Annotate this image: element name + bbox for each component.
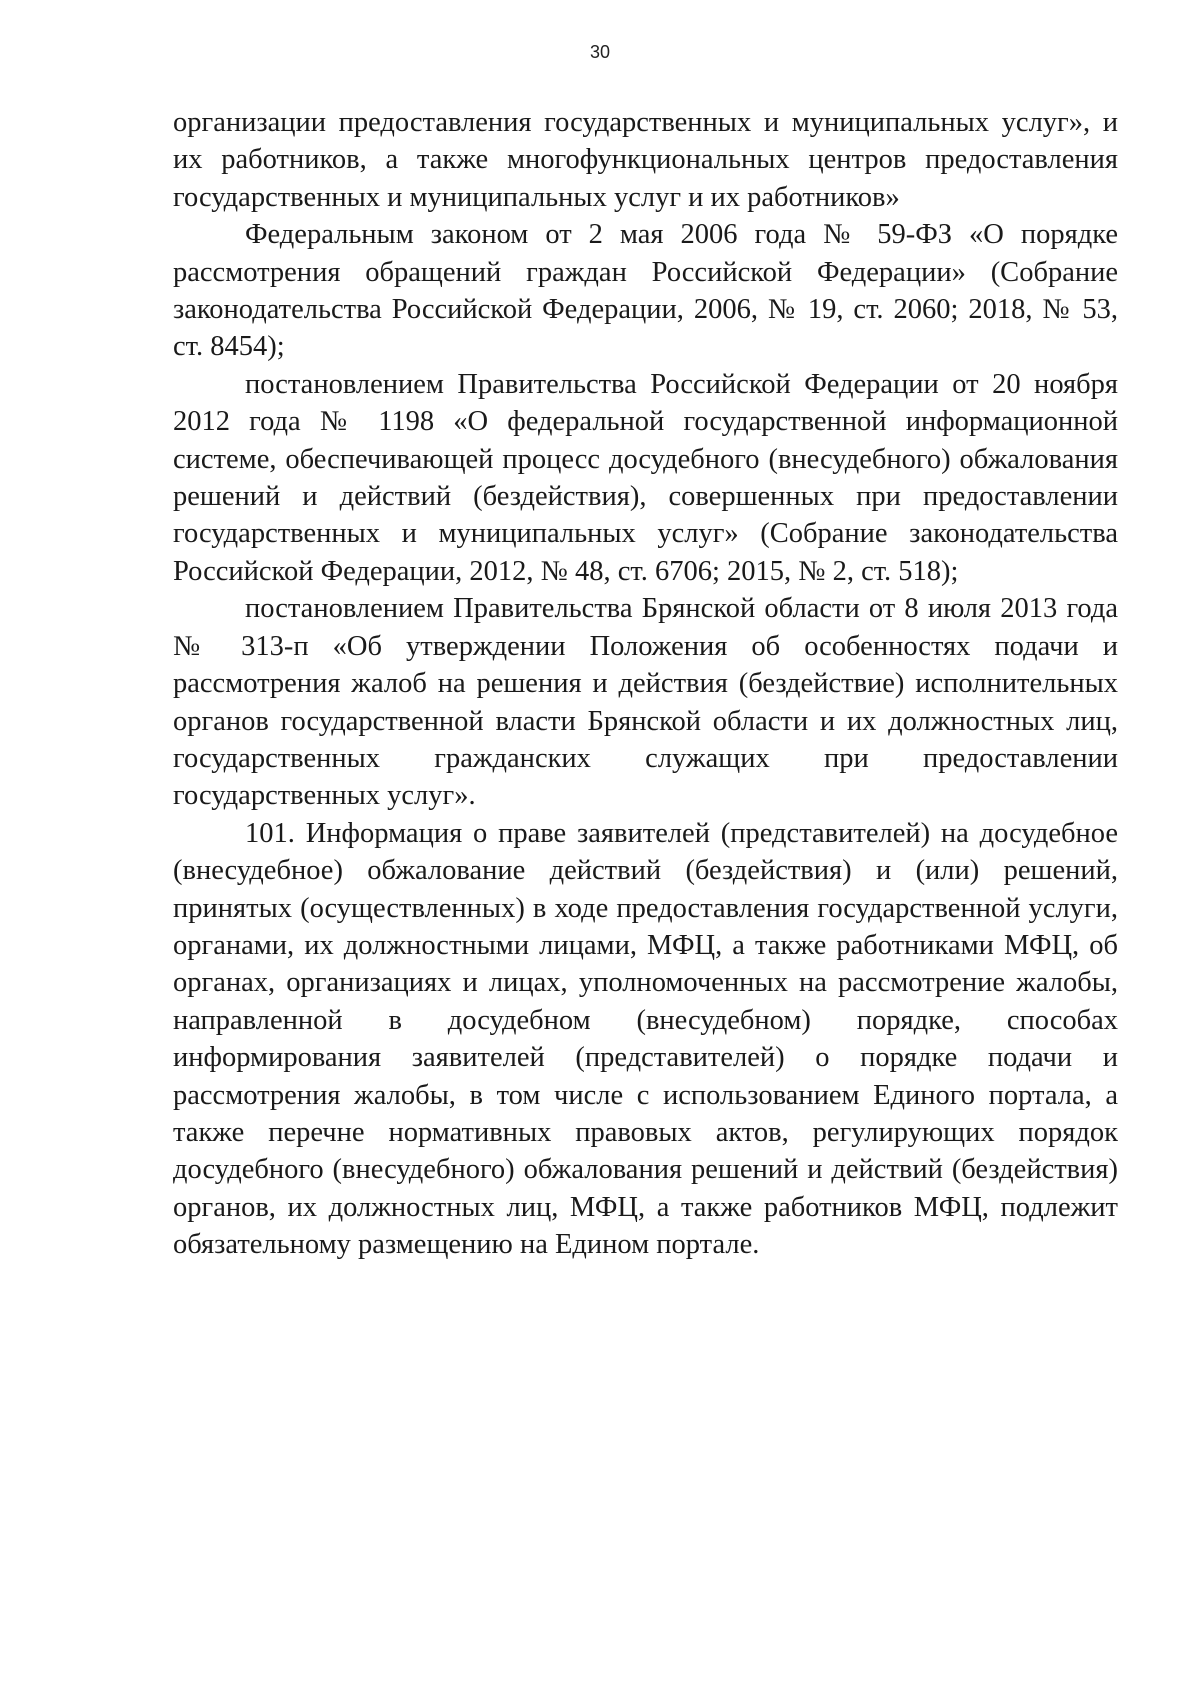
paragraph-item-101: 101. Информация о праве заявителей (представителей) на досудебное (внесудебное) обжалование действий (бездействия) и (или) решений, принятых (осуществленных) в ходе предоставления государственной услуги, органами, их должностными лицами, МФЦ, а также работниками МФЦ, об органах, организациях и лицах, уполномоченных на рассмотрение жалобы, направленной в досудебном (внесудебном) порядке, способах информирования заявителей (представителей) о порядке подачи и рассмотрения жалобы, в том числе с использованием Единого портала, а также перечне нормативных правовых актов, регулирующих порядок досудебного (внесудебного) обжалования решений и действий (бездействия) органов, их должностных лиц, МФЦ, а также работников МФЦ, подлежит обязательному размещению на Едином портале. — [173, 817, 1118, 1261]
paragraph-bryansk-decree-313p: постановлением Правительства Брянской области от 8 июля 2013 года № 313-п «Об утверждении Положения об особенностях подачи и рассмотрения жалоб на решения и действия (бездействие) исполнительных органов государственной власти Брянской области и их должностных лиц, государственных гражданских служащих при предоставлении государственных услуг». — [173, 593, 1118, 812]
paragraph-government-decree-1198: постановлением Правительства Российской Федерации от 20 ноября 2012 года № 1198 «О федеральной государственной информационной системе, обеспечивающей процесс досудебного (внесудебного) обжалования решений и действий (бездействия), совершенных при предоставлении государственных и муниципальных услуг» (Собрание законодательства Российской Федерации, 2012, № 48, ст. 6706; 2015, № 2, ст. 518); — [173, 368, 1118, 587]
page-number: 30 — [589, 42, 611, 62]
paragraph-federal-law-59fz: Федеральным законом от 2 мая 2006 года № 59-ФЗ «О порядке рассмотрения обращений граждан Российской Федерации» (Собрание законодательства Российской Федерации, 2006, № 19, ст. 2060; 2018, № 53, ст. 8454); — [173, 219, 1118, 363]
paragraph-continuation: организации предоставления государственных и муниципальных услуг», и их работников, а также многофункциональных центров предоставления государственных и муниципальных услуг и их работников» — [173, 107, 1118, 213]
document-body — [173, 104, 1118, 1264]
